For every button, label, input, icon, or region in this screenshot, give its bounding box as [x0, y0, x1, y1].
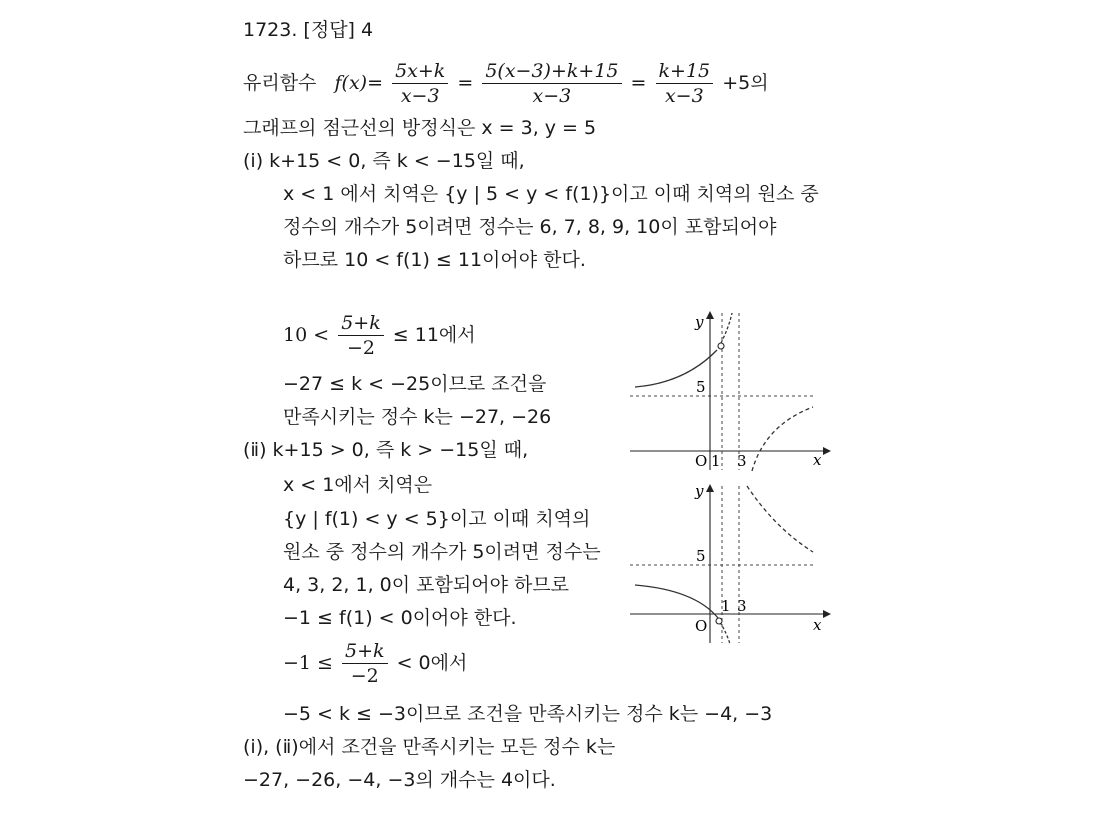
- fraction-2-numerator: 5(x−3)+k+15: [482, 60, 621, 84]
- fraction-3: [656, 60, 714, 107]
- case1-range-line: x < 1 에서 치역은 {y | 5 < y < f(1)}이고 이때 치역의 원소 중: [283, 183, 819, 205]
- case1-inequality: [283, 312, 476, 359]
- function-definition-line: [243, 60, 769, 107]
- graph1-open-point: [718, 343, 724, 349]
- graph2-y-label: y: [695, 482, 704, 500]
- graph-case1: [625, 305, 835, 475]
- graph2-tick-3: 3: [737, 597, 747, 615]
- fraction-2-denominator: x−3: [532, 85, 572, 107]
- graph1-left-branch-dashed: [721, 313, 732, 343]
- case2-integers-line: 4, 3, 2, 1, 0이 포함되어야 하므로: [283, 574, 570, 596]
- graph2-open-point: [716, 618, 722, 624]
- fraction-3-numerator: k+15: [656, 60, 714, 84]
- case1-ineq-left: 10 <: [283, 324, 330, 346]
- case2-inequality: [283, 640, 467, 687]
- case2-condition-line: −1 ≤ f(1) < 0이어야 한다.: [283, 607, 517, 629]
- case1-fraction: [338, 312, 384, 359]
- graph1-tick-1: 1: [711, 452, 721, 470]
- fraction-3-denominator: x−3: [664, 85, 704, 107]
- graph2-y-arrow: [706, 484, 714, 492]
- fraction-2: [482, 60, 621, 107]
- case2-fraction-numerator: 5+k: [342, 640, 388, 664]
- case2-set-line: {y | f(1) < y < 5}이고 이때 치역의: [283, 508, 591, 530]
- case1-fraction-denominator: −2: [346, 337, 375, 359]
- case2-heading: (ⅱ) k+15 > 0, 즉 k > −15일 때,: [243, 439, 529, 461]
- graph1-right-branch: [752, 407, 813, 471]
- graph1-tick-3: 3: [737, 452, 747, 470]
- graph2-left-branch: [635, 585, 718, 618]
- fraction-1: [392, 60, 448, 107]
- conclusion-line-1: (ⅰ), (ⅱ)에서 조건을 만족시키는 모든 정수 k는: [243, 736, 616, 758]
- case1-k-range: −27 ≤ k < −25이므로 조건을: [283, 373, 547, 395]
- case2-fraction: [342, 640, 388, 687]
- case2-fraction-denominator: −2: [350, 665, 379, 687]
- conclusion-line-2: −27, −26, −4, −3의 개수는 4이다.: [243, 769, 556, 791]
- graph2-x-label: x: [813, 616, 822, 634]
- graph1-origin: O: [695, 452, 708, 470]
- graph2-tick-5: 5: [696, 547, 706, 565]
- fx-label: f(x)=: [334, 72, 384, 94]
- asymptote-line: 그래프의 점근선의 방정식은 x = 3, y = 5: [243, 117, 597, 139]
- graph-case2: [625, 478, 835, 648]
- equals-sign: =: [457, 72, 474, 94]
- case1-fraction-numerator: 5+k: [338, 312, 384, 336]
- case1-count-line: 정수의 개수가 5이려면 정수는 6, 7, 8, 9, 10이 포함되어야: [283, 216, 777, 238]
- graph1-x-label: x: [813, 451, 822, 469]
- case1-condition-line: 하므로 10 < f(1) ≤ 11이어야 한다.: [283, 249, 586, 271]
- fraction-1-numerator: 5x+k: [392, 60, 448, 84]
- plus-five-text: +5의: [722, 72, 769, 94]
- case2-count-line: 원소 중 정수의 개수가 5이려면 정수는: [283, 541, 601, 563]
- graph2-origin: O: [695, 617, 708, 635]
- graph1-tick-5: 5: [696, 378, 706, 396]
- case1-heading: (ⅰ) k+15 < 0, 즉 k < −15일 때,: [243, 150, 525, 172]
- fraction-1-denominator: x−3: [400, 85, 440, 107]
- graph1-y-label: y: [695, 313, 704, 331]
- graph2-right-branch: [747, 486, 813, 552]
- text-rational-function: 유리함수: [243, 72, 317, 94]
- case2-range-line: x < 1에서 치역은: [283, 474, 433, 496]
- graph1-y-arrow: [706, 311, 714, 319]
- case1-ineq-right: ≤ 11에서: [392, 324, 476, 346]
- problem-header: [243, 18, 373, 42]
- graph2-x-arrow: [823, 610, 831, 618]
- case2-ineq-left: −1 ≤: [283, 652, 333, 674]
- equals-sign: =: [630, 72, 647, 94]
- case2-ineq-right: < 0에서: [396, 652, 468, 674]
- case1-k-values: 만족시키는 정수 k는 −27, −26: [283, 406, 552, 428]
- case2-k-values: −5 < k ≤ −3이므로 조건을 만족시키는 정수 k는 −4, −3: [283, 703, 773, 725]
- graph1-x-arrow: [823, 447, 831, 455]
- graph2-tick-1: 1: [721, 597, 731, 615]
- problem-number-answer: 1723. [정답] 4: [243, 19, 374, 41]
